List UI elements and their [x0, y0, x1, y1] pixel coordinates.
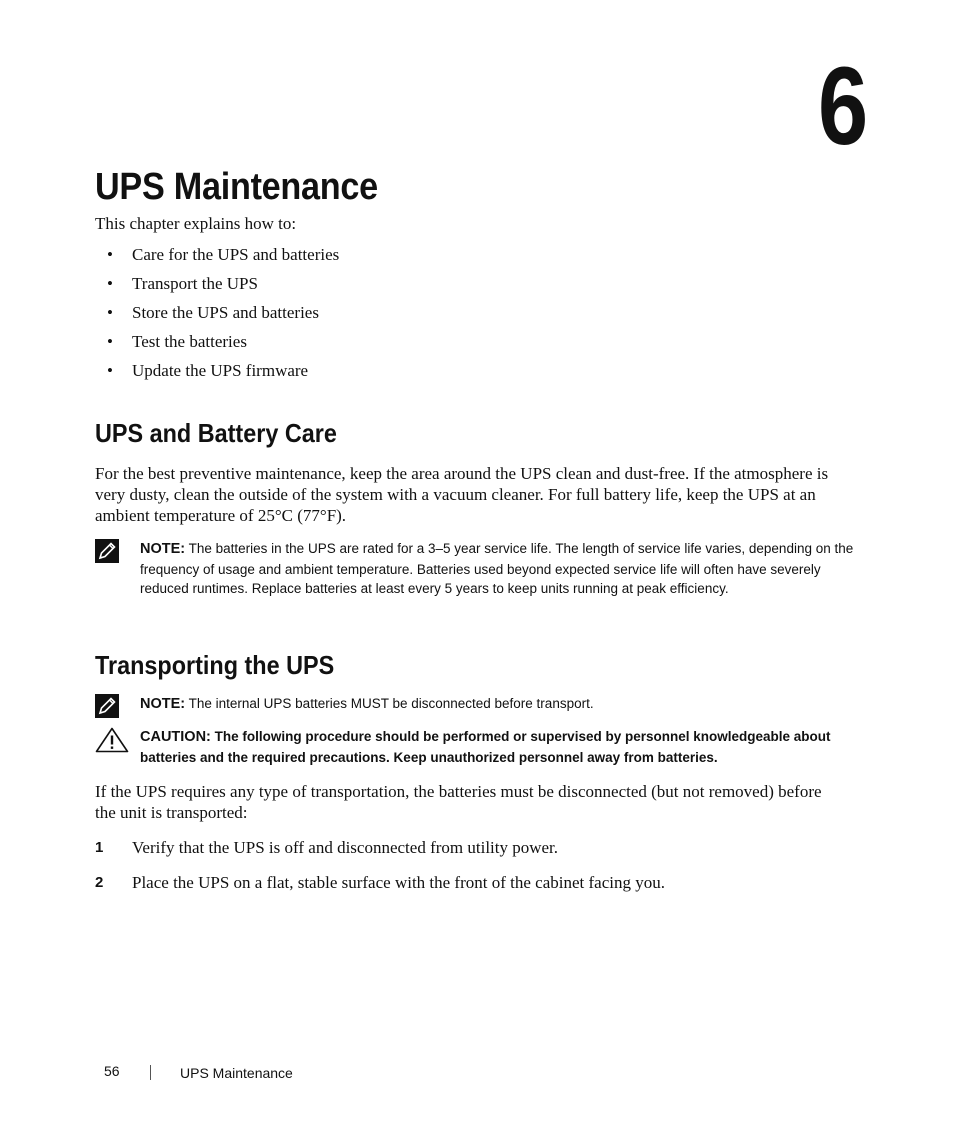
chapter-title: UPS Maintenance: [95, 166, 378, 208]
transport-steps: [95, 836, 665, 906]
list-item-text: Transport the UPS: [132, 274, 258, 293]
transport-paragraph: If the UPS requires any type of transportation, the batteries must be disconnected (but not removed) before the unit is transported:: [95, 782, 822, 822]
note-text: The batteries in the UPS are rated for a 3–5 year service life. The length of service life varies, depending on the frequency of usage and ambient temperature. Batteries used beyond expected service life will often have severely reduced runtimes. Replace batteries at least every 5 years to keep units running at peak efficiency.: [140, 541, 854, 596]
caution-battery-personnel: [95, 727, 855, 767]
step-item: [95, 836, 665, 871]
list-item-text: Update the UPS firmware: [132, 361, 309, 380]
list-item-text: Test the batteries: [132, 332, 247, 351]
step-item: [95, 871, 665, 906]
step-text: Verify that the UPS is off and disconnected from utility power.: [132, 838, 559, 857]
bullet-marker: •: [107, 361, 113, 380]
note-disconnect-batteries: [95, 694, 855, 715]
note-label: NOTE:: [140, 541, 186, 557]
list-item: [95, 302, 339, 331]
note-pencil-icon: [95, 694, 119, 718]
intro-lead: This chapter explains how to:: [95, 214, 297, 233]
bullet-marker: •: [107, 274, 113, 293]
step-text: Place the UPS on a flat, stable surface with the front of the cabinet facing you.: [132, 873, 665, 892]
bullet-marker: •: [107, 332, 113, 351]
step-number: 1: [95, 839, 104, 856]
chapter-number: 6: [817, 45, 868, 168]
list-item: [95, 273, 339, 302]
intro-bullet-list: [95, 244, 339, 389]
section-heading-transporting: Transporting the UPS: [95, 650, 335, 680]
list-item: [95, 331, 339, 360]
list-item: [95, 244, 339, 273]
bullet-marker: •: [107, 303, 113, 322]
note-label: NOTE:: [140, 696, 186, 712]
page-footer: [0, 1063, 954, 1085]
caution-label: CAUTION:: [140, 729, 211, 745]
list-item-text: Care for the UPS and batteries: [132, 245, 340, 264]
bullet-marker: •: [107, 245, 113, 264]
step-number: 2: [95, 874, 104, 891]
note-text: The internal UPS batteries MUST be disconnected before transport.: [188, 696, 594, 711]
page-number: 56: [104, 1063, 120, 1079]
section-heading-battery-care: UPS and Battery Care: [95, 418, 337, 448]
caution-text: The following procedure should be performed or supervised by personnel knowledgeable about batteries and the required precautions. Keep unauthorized personnel away from batteries.: [140, 729, 831, 765]
list-item: [95, 360, 339, 389]
list-item-text: Store the UPS and batteries: [132, 303, 319, 322]
battery-care-paragraph: For the best preventive maintenance, keep the area around the UPS clean and dust-free. If the atmosphere is very dusty, clean the outside of the system with a vacuum cleaner. For full battery life, keep the UPS at an ambient temperature of 25°C (77°F).: [95, 464, 829, 525]
note-battery-life: [95, 539, 855, 599]
warning-triangle-icon: [95, 727, 129, 753]
note-pencil-icon: [95, 539, 119, 563]
footer-divider: [150, 1065, 151, 1080]
running-title: UPS Maintenance: [180, 1065, 293, 1081]
